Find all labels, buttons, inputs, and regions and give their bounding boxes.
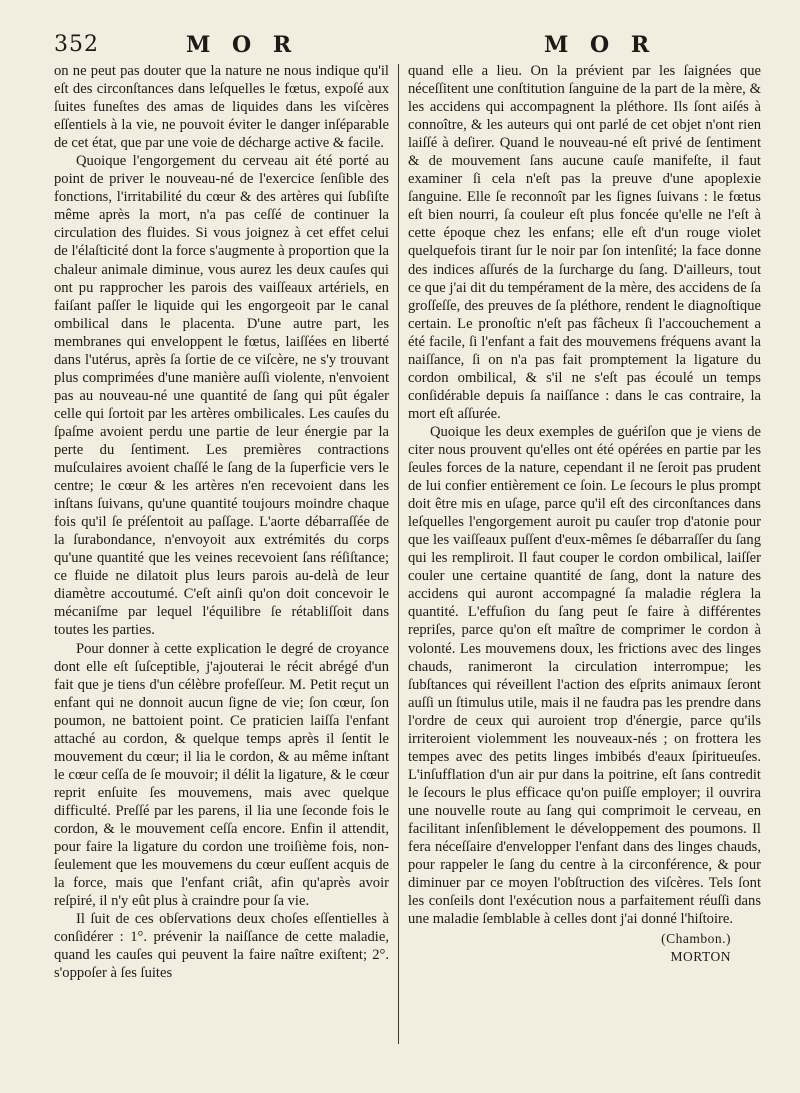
paragraph: Quoique l'engorgement du cerveau ait été porté au point de priver le nouveau-né de l'exercice ſenſible des fonctions, l'irritabilité du cœur & des artères qui ſubſiſte même après la mort, n'a pas ceſſé de continuer la circulation des fluides. Si vous joignez à cet effet celui de l'élaſticité dont la force s'augmente à proportion que la chaleur animale diminue, vous aurez les deux cauſes qui ont pu rapprocher les parois des vaiſſeaux artériels, en faiſant paſſer le liquide qui les engorgeoit par le canal ombilical dans le placenta. D'une autre part, les membranes qui enveloppent le fœtus, laiſſées en liberté dans l'utérus, après ſa ſortie de ce viſcère, ne s'y trouvant plus comprimées d'une manière auſſi violente, n'envoient pas au nouveau-né une quantité de ſang qui pût égaler celle qui ſortoit par les artères ombilicales. Les cauſes du ſpaſme avoient perdu une partie de leur énergie par la perte du ſentiment. Les premières contractions muſculaires avoient chaſſé le ſang de la ſuperficie vers le centre; le cœur & les artères n'en recevoient dans les inſtans ſuivans, qu'une quantité toujours moindre chaque fois qu'il ſe préſentoit au paſſage. L'aorte débarraſſée de la ſurabondance, n'envoyoit aux extrémités du corps qu'une quantité que les veines recevoient ſans réſiſtance; ce fluide ne dilatoit plus leurs parois au-delà de leur diamètre accoutumé. C'eſt ainſi qu'on doit concevoir le mécaniſme par lequel l'équilibre ſe rétabliſſoit dans toutes les parties. — [54, 153, 389, 639]
paragraph: Il ſuit de ces obſervations deux choſes eſſentielles à conſidérer : 1°. prévenir la naiſſance de cette maladie, quand les cauſes qui peuvent la faire naître exiſtent; 2°. s'oppoſer à ſes ſuites — [54, 911, 389, 982]
paragraph: Quoique les deux exemples de guériſon que je viens de citer nous prouvent qu'elles ont été opérées en partie par les ſeules forces de la nature, cependant il ne ſeroit pas prudent de lui confier entièrement ce ſoin. Le ſecours le plus prompt doit être mis en uſage, parce qu'il eſt des circonſtances dans leſquelles l'engorgement auroit pu cauſer trop d'atonie pour que les vaiſſeaux puſſent d'eux-mêmes ſe débarraſſer du ſang qui les rempliroit. Il faut couper le cordon ombilical, laiſſer couler une certaine quantité de ſang, dont la nature des accidens qui auront accompagné ſa maladie réglera la quantité. L'effuſion du ſang peut ſe faire à différentes repriſes, parce qu'on eſt maître de comprimer le cordon à volonté. Les mouvemens doux, les frictions avec des linges chauds, ranimeront la circulation interrompue; les ſubſtances qui réveillent l'action des eſprits animaux ſeront auſſi un ſtimulus utile, mais il ne faudra pas les prendre dans l'ordre de ceux qui auroient trop d'énergie, parce qu'ils irriteroient violemment les nouveaux-nés ; on frottera les tempes avec des petits linges imbibés d'eaux ſpiritueuſes. L'inſufflation d'un air pur dans la poitrine, eſt ſans contredit le ſecours le plus efficace qu'on puiſſe employer; il ouvrira une nouvelle route au ſang qui comprimoit le cerveau, en facilitant inſenſiblement le développement des poumons. Il fera néceſſaire d'envelopper l'enfant dans des linges chauds, pour rappeler le ſang du centre à la circonférence, & pour diminuer par ce moyen l'obſtruction des viſcères. Tels ſont les conſeils dont l'exécution nous a parfaitement réuſſi dans une maladie ſemblable à celles dont j'ai donné l'hiſtoire. — [408, 423, 761, 928]
left-column — [54, 62, 398, 1052]
page-number: 352 — [54, 32, 99, 57]
catchword: MORTON — [670, 949, 731, 965]
paragraph: Pour donner à cette explication le degré de croyance dont elle eſt ſuſceptible, j'ajouterai le récit abrégé d'un fait que je tiens d'un célèbre profeſſeur. M. Petit reçut un enfant qui ne donnoit aucun ſigne de vie; ſon cœur, ſon poumon, ne battoient point. Ce praticien laiſſa l'enfant attaché au cordon, & quelque temps après il ſentit le mouvement du cœur; il lia le cordon, & au même inſtant le cœur ceſſa de ſe mouvoir; il délit la ligature, & le cœur reprit enſuite ſes mouvemens, mais avec quelque difficulté. Preſſé par les parens, il lia une ſeconde fois le cordon, & le mouvement ceſſa encore. Enfin il attendit, pour faire la ligature du cordon une troiſième fois, non-ſeulement que les mouvemens du cœur euſſent acquis de la force, mais que l'enfant criât, afin qu'après avoir reſpiré, il n'y eût plus à craindre pour ſa vie. — [54, 640, 389, 910]
paragraph: on ne peut pas douter que la nature ne nous indique qu'il eſt des circonſtances dans leſquelles le fœtus, expoſé aux ſuites funeſtes des amas de liquides dans les viſcères eſſentiels à la vie, ne pouvoit éviter le danger inſéparable de cet état, que par une voie de décharge active & facile. — [54, 63, 389, 152]
paragraph: quand elle a lieu. On la prévient par les ſaignées que néceſſitent une conſtitution ſanguine de la part de la mère, & les accidens qui accompagnent la pléthore. Ils ſont aiſés à connoître, & les auteurs qui ont parlé de cet objet n'ont rien laiſſé à deſirer. Quand le nouveau-né eſt privé de ſentiment & de mouvement ſans aucune cauſe manifeſte, il faut examiner ſi cela n'eſt pas la preuve d'une apoplexie ſanguine. Elle ſe reconnoît par les ſignes ſuivans : le fœtus eſt bien nourri, ſa couleur eſt plus foncée qu'elle ne l'eſt à cette époque chez les enfans; elle eſt d'un rouge violet quelquefois tirant ſur le noir par ſon intenſité; la face donne des indices aſſurés de la ſurcharge du ſang. D'ailleurs, tout ce que j'ai dit du tempérament de la mère, des accidens de ſa groſſeſſe, des preuves de ſa pléthore, rendent le diagnoſtique certain. Le pronoſtic n'eſt pas fâcheux ſi l'accouchement a été facile, ſi l'enfant a fait des mouvemens fréquens avant la naiſſance, ſi on n'a pas fait promptement la ligature du cordon ombilical, & s'il ne s'eſt pas écoulé un temps conſidérable depuis ſa naiſſance : dans le cas contraire, la mort eſt aſſurée. — [408, 63, 761, 422]
text-columns — [54, 62, 764, 1052]
author-signature: (Chambon.) — [661, 931, 731, 947]
running-head-left: M O R — [186, 32, 299, 58]
right-column — [399, 62, 761, 1052]
running-head-right: M O R — [544, 32, 657, 58]
page-header — [54, 32, 764, 62]
